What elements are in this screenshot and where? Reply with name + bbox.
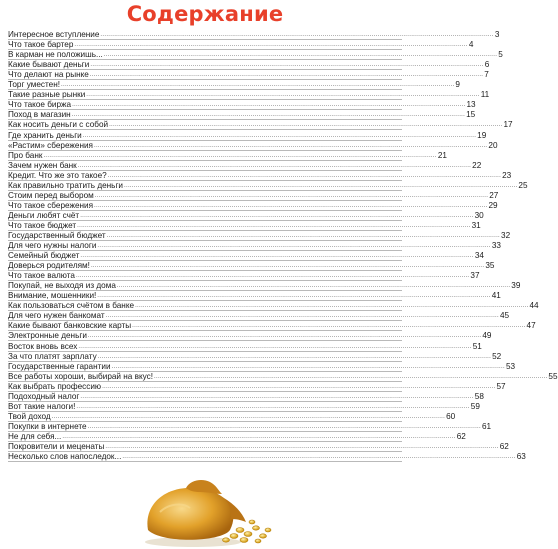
- toc-entry-page: 51: [472, 341, 482, 351]
- toc-entry-title: Что делают на рынке: [8, 70, 89, 80]
- dot-leader: ........................................................................................................................................................................................................: [154, 373, 548, 380]
- toc-entry-page: 25: [518, 180, 528, 190]
- toc-entry: [8, 50, 503, 60]
- toc-entry-title: Где хранить деньги: [8, 130, 82, 140]
- dot-leader: ........................................................................................................................................................................................................: [103, 52, 498, 59]
- toc-entry: [8, 90, 490, 100]
- toc-entry-page: 22: [472, 160, 482, 170]
- toc-entry: [8, 391, 484, 402]
- dot-leader: ........................................................................................................................................................................................................: [122, 454, 516, 461]
- toc-entry-page: 57: [496, 381, 506, 391]
- toc-entry: [8, 70, 489, 80]
- dot-leader: ........................................................................................................................................................................................................: [97, 353, 492, 360]
- toc-list: [8, 30, 558, 462]
- toc-entry-title: Все работы хороши, выбирай на вкус!: [8, 371, 154, 381]
- dot-leader: ........................................................................................................................................................................................................: [107, 172, 502, 179]
- toc-entry: [8, 80, 460, 90]
- dot-leader: ........................................................................................................................................................................................................: [132, 323, 526, 330]
- toc-entry-page: 29: [488, 200, 498, 210]
- toc-entry: [8, 281, 521, 291]
- toc-entry-title: Что такое биржа: [8, 100, 72, 110]
- toc-entry-page: 3: [494, 30, 500, 40]
- toc-entry-title: Как пользоваться счётом в банке: [8, 301, 135, 311]
- toc-entry-title: «Растим» сбережения: [8, 140, 93, 150]
- toc-entry: [8, 110, 476, 120]
- toc-entry: [8, 200, 498, 211]
- toc-entry-title: Как правильно тратить деньги: [8, 180, 124, 190]
- dot-leader: ........................................................................................................................................................................................................: [74, 42, 468, 49]
- toc-entry-page: 39: [511, 281, 521, 291]
- toc-entry-title: Поход в магазин: [8, 110, 71, 120]
- toc-entry-title: Что такое бартер: [8, 40, 74, 50]
- toc-entry-title: Электронные деньги: [8, 331, 87, 341]
- toc-entry: [8, 140, 498, 151]
- toc-entry-page: 32: [501, 230, 511, 240]
- dot-leader: ........................................................................................................................................................................................................: [80, 212, 474, 219]
- toc-entry-title: Про банк: [8, 150, 43, 160]
- toc-entry-title: Что такое бюджет: [8, 220, 77, 230]
- toc-entry-page: 19: [477, 130, 487, 140]
- toc-entry: [8, 421, 492, 432]
- dot-leader: ........................................................................................................................................................................................................: [80, 393, 474, 400]
- dot-leader: ........................................................................................................................................................................................................: [105, 313, 499, 320]
- dot-leader: ........................................................................................................................................................................................................: [90, 62, 484, 69]
- toc-entry-page: 6: [484, 60, 490, 70]
- toc-entry-title: Что такое валюта: [8, 271, 75, 281]
- toc-entry-page: 35: [485, 261, 495, 271]
- toc-entry-title: Твой доход: [8, 411, 51, 421]
- toc-entry: [8, 150, 447, 161]
- toc-entry: [8, 130, 487, 140]
- toc-entry: [8, 30, 500, 40]
- toc-entry-page: 9: [455, 80, 460, 90]
- toc-entry-title: Подоходный налог: [8, 391, 80, 401]
- dot-leader: ........................................................................................................................................................................................................: [75, 273, 470, 280]
- toc-entry: [8, 301, 539, 311]
- toc-entry-page: 31: [471, 220, 481, 230]
- toc-entry-title: Доверься родителям!: [8, 261, 90, 271]
- toc-entry: [8, 431, 466, 442]
- toc-entry-title: Зачем нужен банк: [8, 160, 77, 170]
- dot-leader: ........................................................................................................................................................................................................: [100, 32, 494, 39]
- toc-entry-page: 59: [470, 401, 480, 411]
- dot-leader: ........................................................................................................................................................................................................: [51, 413, 446, 420]
- toc-entry-title: В карман не положишь...: [8, 50, 103, 60]
- toc-entry-title: Покровители и меценаты: [8, 441, 105, 451]
- toc-entry: [8, 230, 511, 241]
- toc-entry: [8, 120, 513, 130]
- dot-leader: ........................................................................................................................................................................................................: [76, 403, 470, 410]
- toc-entry-page: 58: [474, 391, 484, 401]
- dot-leader: ........................................................................................................................................................................................................: [116, 283, 511, 290]
- toc-entry: [8, 170, 512, 181]
- toc-entry-page: 63: [516, 452, 526, 462]
- page-title: Содержание: [126, 2, 284, 26]
- toc-entry-title: Какие бывают банковские карты: [8, 321, 132, 331]
- toc-entry-page: 11: [480, 90, 490, 100]
- toc-entry-title: Торг уместен!: [8, 80, 61, 90]
- dot-leader: ........................................................................................................................................................................................................: [62, 433, 456, 440]
- dot-leader: ........................................................................................................................................................................................................: [135, 303, 529, 310]
- toc-entry: [8, 271, 480, 281]
- dot-leader: ........................................................................................................................................................................................................: [94, 202, 488, 209]
- dot-leader: ........................................................................................................................................................................................................: [102, 383, 496, 390]
- toc-entry-page: 33: [491, 241, 501, 251]
- toc-entry-page: 62: [499, 441, 509, 451]
- dot-leader: ........................................................................................................................................................................................................: [61, 82, 455, 89]
- toc-entry: [8, 220, 481, 231]
- dot-leader: ........................................................................................................................................................................................................: [90, 263, 485, 270]
- toc-entry: [8, 321, 536, 331]
- dot-leader: ........................................................................................................................................................................................................: [97, 293, 491, 300]
- dot-leader: ........................................................................................................................................................................................................: [72, 102, 466, 109]
- toc-entry: [8, 60, 490, 70]
- toc-entry-page: 34: [474, 251, 484, 261]
- toc-entry: [8, 190, 499, 201]
- toc-entry-page: 27: [489, 190, 499, 200]
- dot-leader: ........................................................................................................................................................................................................: [78, 343, 472, 350]
- dot-leader: ........................................................................................................................................................................................................: [97, 243, 491, 250]
- toc-entry: [8, 311, 510, 321]
- toc-entry-title: Несколько слов напоследок...: [8, 452, 122, 462]
- dot-leader: ........................................................................................................................................................................................................: [109, 122, 503, 129]
- dot-leader: ........................................................................................................................................................................................................: [86, 92, 480, 99]
- toc-entry-page: 44: [529, 301, 539, 311]
- toc-entry: [8, 411, 456, 422]
- dot-leader: ........................................................................................................................................................................................................: [105, 443, 499, 450]
- toc-entry-page: 21: [437, 150, 447, 160]
- dot-leader: ........................................................................................................................................................................................................: [111, 363, 505, 370]
- toc-entry: [8, 160, 482, 171]
- toc-entry-title: Восток вновь всех: [8, 341, 78, 351]
- toc-entry-page: 49: [482, 331, 492, 341]
- toc-entry-page: 30: [474, 210, 484, 220]
- dot-leader: ........................................................................................................................................................................................................: [124, 182, 518, 189]
- toc-entry-title: За что платят зарплату: [8, 351, 97, 361]
- toc-entry: [8, 210, 484, 221]
- toc-entry-page: 53: [505, 361, 516, 371]
- dot-leader: ........................................................................................................................................................................................................: [71, 112, 466, 119]
- toc-entry: [8, 40, 474, 50]
- toc-entry-page: 47: [526, 321, 536, 331]
- toc-entry-page: 20: [488, 140, 498, 150]
- toc-entry: [8, 381, 506, 392]
- toc-entry-title: Интересное вступление: [8, 30, 100, 40]
- toc-entry-title: Вот такие налоги!: [8, 401, 76, 411]
- toc-entry-page: 37: [470, 271, 480, 281]
- toc-entry: [8, 452, 526, 462]
- toc-entry-page: 45: [499, 311, 510, 321]
- dot-leader: ........................................................................................................................................................................................................: [106, 232, 501, 239]
- dot-leader: ........................................................................................................................................................................................................: [87, 333, 482, 340]
- toc-entry: [8, 441, 509, 452]
- toc-entry-title: Не для себя...: [8, 431, 62, 441]
- toc-entry-title: Что такое сбережения: [8, 200, 94, 210]
- toc-entry-title: Как выбрать профессию: [8, 381, 102, 391]
- toc-entry-title: Какие бывают деньги: [8, 60, 90, 70]
- money-bag-with-coins-icon: [138, 468, 278, 548]
- toc-entry-title: Стоим перед выбором: [8, 190, 94, 200]
- dot-leader: ........................................................................................................................................................................................................: [80, 253, 474, 260]
- toc-entry: [8, 401, 480, 412]
- toc-entry-page: 62: [456, 431, 466, 441]
- toc-entry: [8, 341, 482, 351]
- toc-entry-page: 7: [484, 70, 489, 80]
- toc-entry: [8, 100, 476, 110]
- toc-entry-page: 17: [503, 120, 513, 130]
- toc-entry-title: Кредит. Что же это такое?: [8, 170, 107, 180]
- toc-entry: [8, 331, 492, 341]
- toc-entry-title: Деньги любят счёт: [8, 210, 80, 220]
- toc-entry-title: Государственный бюджет: [8, 230, 106, 240]
- toc-entry-title: Такие разные рынки: [8, 90, 86, 100]
- toc-entry-page: 60: [446, 411, 456, 421]
- toc-entry-page: 15: [466, 110, 476, 120]
- toc-entry-title: Покупки в интернете: [8, 421, 87, 431]
- toc-entry: [8, 241, 501, 251]
- toc-entry-title: Для чего нужен банкомат: [8, 311, 105, 321]
- toc-entry-page: 13: [466, 100, 476, 110]
- toc-entry: [8, 180, 528, 191]
- toc-entry: [8, 291, 501, 301]
- toc-entry: [8, 351, 502, 362]
- toc-entry: [8, 361, 516, 372]
- toc-entry: [8, 371, 558, 382]
- toc-entry-title: Покупай, не выходя из дома: [8, 281, 116, 291]
- dot-leader: ........................................................................................................................................................................................................: [77, 222, 471, 229]
- dot-leader: ........................................................................................................................................................................................................: [89, 72, 484, 79]
- toc-entry-page: 23: [502, 170, 512, 180]
- dot-leader: ........................................................................................................................................................................................................: [87, 423, 481, 430]
- toc-entry-page: 61: [481, 421, 492, 431]
- dot-leader: ........................................................................................................................................................................................................: [82, 132, 477, 139]
- dot-leader: ........................................................................................................................................................................................................: [77, 162, 472, 169]
- toc-entry-title: Как носить деньги с собой: [8, 120, 109, 130]
- toc-entry-title: Государственные гарантии: [8, 361, 111, 371]
- toc-entry-page: 52: [492, 351, 502, 361]
- dot-leader: ........................................................................................................................................................................................................: [94, 192, 489, 199]
- toc-entry-title: Семейный бюджет: [8, 251, 80, 261]
- dot-leader: ........................................................................................................................................................................................................: [43, 152, 437, 159]
- toc-entry-title: Для чего нужны налоги: [8, 241, 97, 251]
- toc-entry-page: 5: [498, 50, 503, 60]
- toc-entry-title: Внимание, мошенники!: [8, 291, 97, 301]
- toc-entry-page: 4: [468, 40, 474, 50]
- toc-entry: [8, 251, 484, 261]
- toc-entry-page: 55: [548, 371, 558, 381]
- dot-leader: ........................................................................................................................................................................................................: [94, 142, 488, 149]
- toc-entry: [8, 261, 495, 271]
- toc-entry-page: 41: [491, 291, 501, 301]
